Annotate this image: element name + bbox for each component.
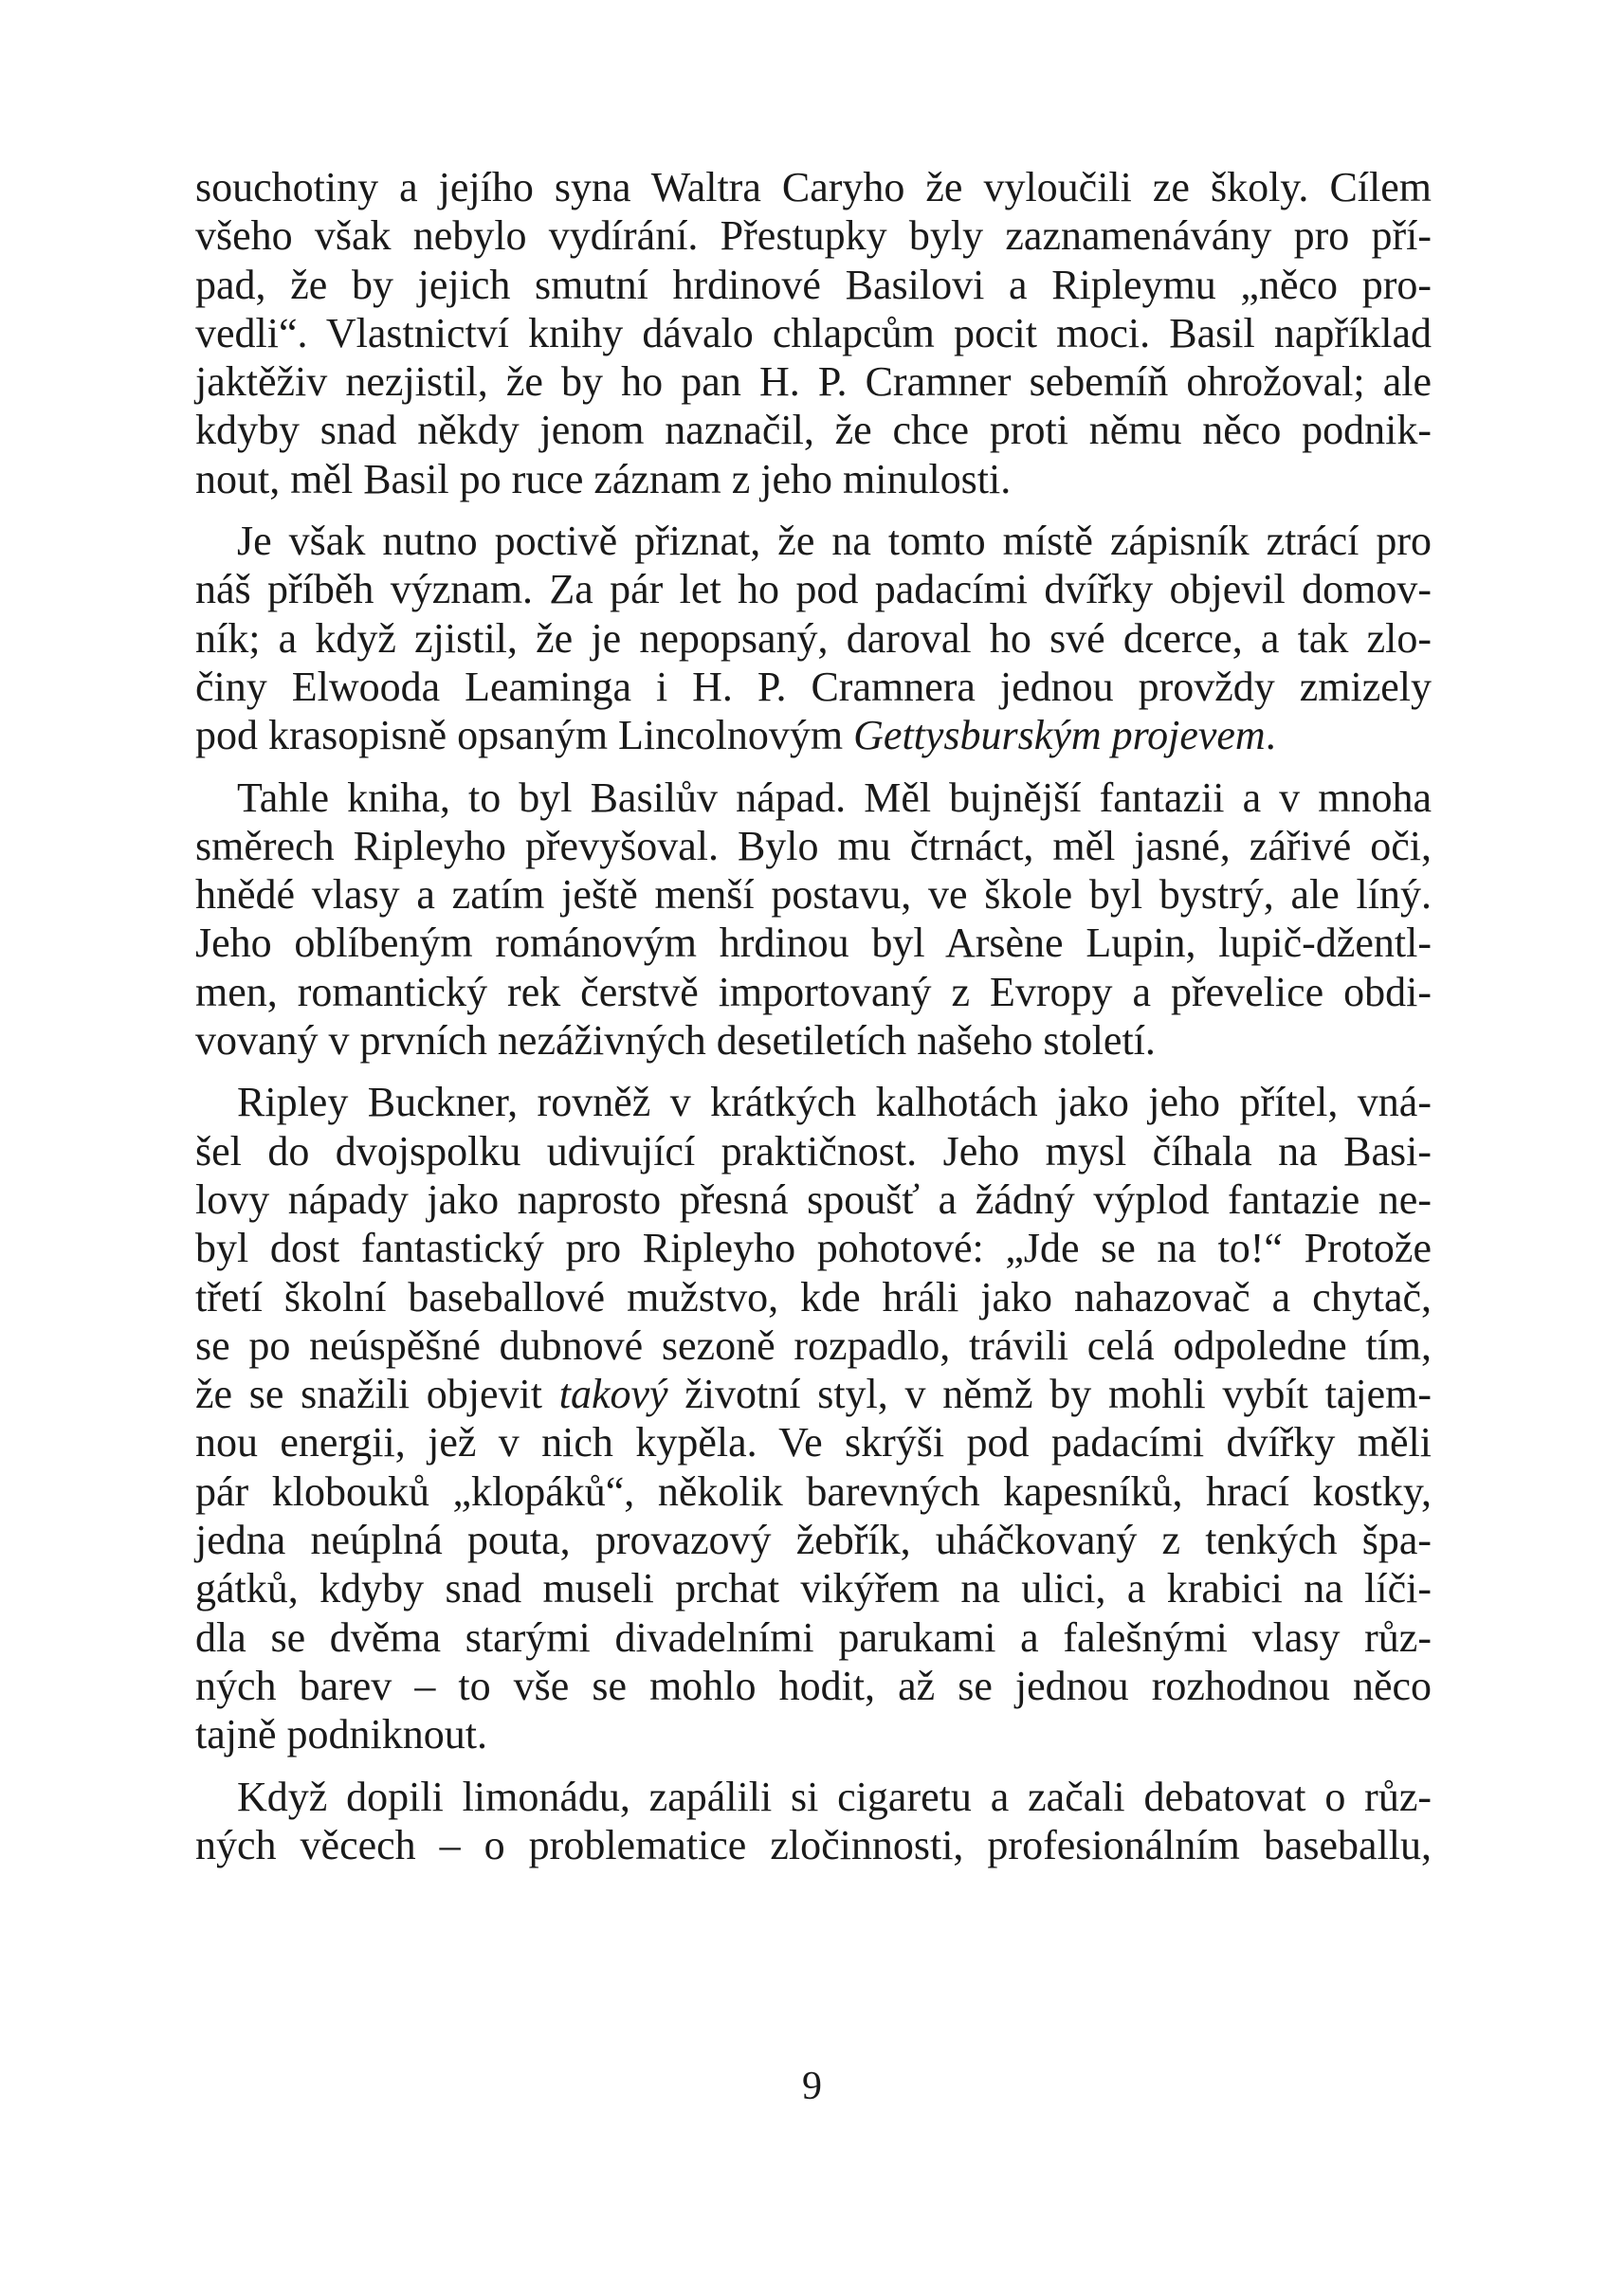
- paragraph-4: [195, 1078, 1432, 1758]
- text-line: men, romantický rek čerstvě importovaný z Evropy a převelice obdi-: [195, 968, 1432, 1015]
- paragraph-5: [195, 1773, 1432, 1870]
- book-page-body: [195, 163, 1432, 1869]
- paragraph-3: [195, 774, 1432, 1066]
- text-line: tajně podniknout.: [195, 1711, 487, 1758]
- text-line: náš příběh význam. Za pár let ho pod padacími dvířky objevil domov-: [195, 566, 1432, 613]
- text-span: .: [1265, 712, 1276, 759]
- text-line: jedna neúplná pouta, provazový žebřík, uháčkovaný z tenkých špa-: [195, 1517, 1432, 1564]
- text-line: Tahle kniha, to byl Basilův nápad. Měl bujnější fantazii a v mnoha: [237, 774, 1432, 821]
- text-line: ník; a když zjistil, že je nepopsaný, daroval ho své dcerce, a tak zlo-: [195, 614, 1432, 662]
- text-line: [195, 711, 1432, 759]
- text-span: životní styl, v němž by mohli vybít tajem-: [667, 1371, 1432, 1418]
- text-line: se po neúspěšné dubnové sezoně rozpadlo, trávili celá odpoledne tím,: [195, 1321, 1432, 1369]
- text-line: ných barev – to vše se mohlo hodit, až se jednou rozhodnou něco: [195, 1662, 1432, 1709]
- text-line: pár klobouků „klopáků“, několik barevných kapesníků, hrací kostky,: [195, 1467, 1432, 1515]
- text-span: že se snažili objevit: [195, 1371, 559, 1418]
- text-line: Když dopili limonádu, zapálili si cigaretu a začali debatovat o růz-: [237, 1773, 1432, 1820]
- text-line: nou energii, jež v nich kypěla. Ve skrýši pod padacími dvířky měli: [195, 1419, 1432, 1466]
- text-line: činy Elwooda Leaminga i H. P. Cramnera jednou provždy zmizely: [195, 663, 1432, 710]
- text-line: vovaný v prvních nezáživných desetiletích našeho století.: [195, 1017, 1156, 1065]
- text-line: šel do dvojspolku udivující praktičnost. Jeho mysl číhala na Basi-: [195, 1127, 1432, 1175]
- text-line: Je však nutno poctivě přiznat, že na tomto místě zápisník ztrácí pro: [237, 518, 1432, 565]
- italic-title: Gettysburským projevem: [853, 712, 1266, 759]
- text-line: hnědé vlasy a zatím ještě menší postavu, ve škole byl bystrý, ale líný.: [195, 871, 1432, 919]
- paragraph-2: [195, 517, 1432, 759]
- text-line: dla se dvěma starými divadelními parukami a falešnými vlasy růz-: [195, 1613, 1432, 1661]
- text-line: pad, že by jejich smutní hrdinové Basilovi a Ripleymu „něco pro-: [195, 261, 1432, 308]
- page-number: 9: [802, 2065, 822, 2108]
- text-line: vedli“. Vlastnictví knihy dávalo chlapcům pocit moci. Basil například: [195, 309, 1432, 356]
- text-line: směrech Ripleyho převyšoval. Bylo mu čtrnáct, měl jasné, zářivé oči,: [195, 822, 1432, 869]
- text-line: lovy nápady jako naprosto přesná spoušť a žádný výplod fantazie ne-: [195, 1175, 1432, 1223]
- italic-word: takový: [558, 1371, 668, 1418]
- text-line: [195, 1370, 1432, 1418]
- text-span: pod krasopisně opsaným Lincolnovým: [195, 712, 854, 759]
- text-line: souchotiny a jejího syna Waltra Caryho že vyloučili ze školy. Cílem: [195, 164, 1432, 210]
- text-line: nout, měl Basil po ruce záznam z jeho minulosti.: [195, 455, 1012, 502]
- text-line: všeho však nebylo vydírání. Přestupky byly zaznamenávány pro pří-: [195, 212, 1432, 260]
- text-line: kdyby snad někdy jenom naznačil, že chce proti němu něco podnik-: [195, 407, 1432, 454]
- text-line: třetí školní baseballové mužstvo, kde hráli jako nahazovač a chytač,: [195, 1273, 1432, 1321]
- text-line: byl dost fantastický pro Ripleyho pohotové: „Jde se na to!“ Protože: [195, 1225, 1432, 1272]
- text-line: gátků, kdyby snad museli prchat vikýřem na ulici, a krabici na líči-: [195, 1565, 1432, 1612]
- text-line: ných věcech – o problematice zločinnosti, profesionálním baseballu,: [195, 1821, 1432, 1868]
- paragraph-1: [195, 163, 1432, 503]
- text-line: jaktěživ nezjistil, že by ho pan H. P. Cramner sebemíň ohrožoval; ale: [195, 358, 1432, 406]
- text-line: Ripley Buckner, rovněž v krátkých kalhotách jako jeho přítel, vná-: [237, 1079, 1432, 1126]
- text-line: Jeho oblíbeným románovým hrdinou byl Arsène Lupin, lupič-džentl-: [195, 920, 1432, 967]
